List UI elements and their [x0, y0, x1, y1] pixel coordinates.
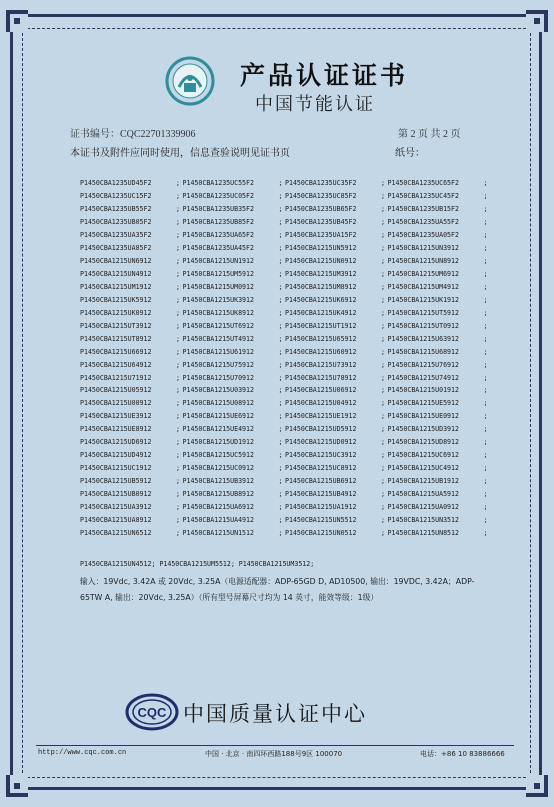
cqc-logo-icon	[125, 692, 179, 732]
model-cell: P1450CBA1215UN3912	[387, 244, 459, 253]
model-cell: P1450CBA1215U73912	[285, 360, 357, 369]
separator: ;	[176, 308, 180, 317]
model-cell: P1450CBA1215U05912	[80, 386, 152, 395]
model-cell: P1450CBA1235UB65F2	[285, 205, 357, 214]
model-cell: P1450CBA1215UK8912	[182, 308, 254, 317]
separator: ;	[176, 360, 180, 369]
paper-number-label: 纸号：	[395, 148, 425, 159]
table-row	[80, 475, 490, 488]
separator: ;	[278, 295, 283, 304]
separator: ;	[278, 386, 283, 395]
electrical-specs: 输入：19Vdc, 3.42A 或 20Vdc, 3.25A（电源适配器：ADP-65GD D, AD10500, 输出：19VDC, 3.42A；ADP-65TW A, 输出：20Vdc, 3.25A）（所有型号屏幕尺寸均为 14 英寸，能效等级：1级）	[80, 577, 475, 602]
model-cell: P1450CBA1215UE3912	[80, 412, 152, 421]
model-cell: P1450CBA1215UM5912	[182, 270, 254, 279]
separator: ;	[176, 179, 180, 188]
model-cell: P1450CBA1215UB0912	[80, 489, 152, 498]
separator: ;	[176, 270, 180, 279]
separator: ;	[381, 464, 385, 473]
model-cell: P1450CBA1235UC15F2	[80, 192, 152, 201]
separator: ;	[381, 179, 385, 188]
separator: ;	[381, 231, 385, 240]
table-row	[80, 319, 490, 332]
model-cell: P1450CBA1215UA3912	[80, 502, 152, 511]
model-cell: P1450CBA1215UK0912	[80, 308, 152, 317]
table-row	[80, 242, 490, 255]
model-cell: P1450CBA1215UD5912	[285, 425, 357, 434]
model-cell: P1450CBA1235UB15F2	[387, 205, 459, 214]
model-cell: P1450CBA1215UE0912	[387, 412, 459, 421]
table-row	[80, 216, 490, 229]
separator: ;	[381, 192, 385, 201]
separator: ;	[278, 438, 283, 447]
separator: ;	[278, 205, 283, 214]
model-cell: P1450CBA1215UE5912	[387, 399, 459, 408]
footer-address: 中国 · 北京 · 南四环西路188号9区 100070	[205, 750, 343, 758]
separator: ;	[381, 244, 385, 253]
model-cell: P1450CBA1215U63912	[387, 334, 459, 343]
separator: ;	[278, 464, 283, 473]
separator: ;	[483, 373, 488, 382]
model-cell: P1450CBA1215UD6912	[80, 438, 152, 447]
model-cell: P1450CBA1235UB05F2	[80, 218, 152, 227]
separator: ;	[176, 244, 180, 253]
model-cell: P1450CBA1215UE1912	[285, 412, 357, 421]
table-row	[80, 345, 490, 358]
model-cell: P1450CBA1215UC5912	[182, 451, 254, 460]
separator: ;	[381, 373, 385, 382]
model-cell: P1450CBA1215UD4912	[80, 451, 152, 460]
separator: ;	[483, 489, 488, 498]
separator: ;	[483, 399, 488, 408]
separator: ;	[483, 502, 488, 511]
separator: ;	[176, 373, 180, 382]
model-cell: P1450CBA1235UA15F2	[285, 231, 357, 240]
model-cell: P1450CBA1215U01912	[387, 386, 459, 395]
separator: ;	[483, 412, 488, 421]
model-cell: P1450CBA1215U74912	[387, 373, 459, 382]
footer-divider	[36, 745, 514, 746]
model-cell: P1450CBA1215U76912	[387, 360, 459, 369]
model-cell: P1450CBA1215UE4912	[182, 425, 254, 434]
model-cell: P1450CBA1215U71912	[80, 373, 152, 382]
model-cell: P1450CBA1215U66912	[80, 347, 152, 356]
model-cell: P1450CBA1235UC35F2	[285, 179, 357, 188]
page-indicator: 第 2 页 共 2 页	[398, 129, 461, 140]
model-cell: P1450CBA1215UB4912	[285, 489, 357, 498]
separator: ;	[483, 295, 488, 304]
separator: ;	[176, 438, 180, 447]
model-cell: P1450CBA1215UC6912	[387, 451, 459, 460]
certificate-title: 产品认证证书	[240, 61, 409, 90]
separator: ;	[278, 334, 283, 343]
model-cell: P1450CBA1215UM0912	[182, 282, 254, 291]
separator: ;	[278, 321, 283, 330]
model-cell: P1450CBA1215UT4912	[182, 334, 254, 343]
separator: ;	[176, 257, 180, 266]
separator: ;	[176, 425, 180, 434]
separator: ;	[176, 515, 180, 524]
table-row	[80, 423, 490, 436]
separator: ;	[381, 218, 385, 227]
model-cell: P1450CBA1215UN5912	[285, 244, 357, 253]
model-cell: P1450CBA1215U60912	[285, 347, 357, 356]
model-cell: P1450CBA1215U70912	[182, 373, 254, 382]
separator: ;	[483, 257, 488, 266]
separator: ;	[278, 399, 283, 408]
model-cell: P1450CBA1215UC3912	[285, 451, 357, 460]
usage-notice: 本证书及附件应同时使用，信息查验说明见证书页	[70, 148, 290, 159]
cqc-logo-text: CQC	[137, 705, 167, 720]
separator: ;	[381, 334, 385, 343]
separator: ;	[176, 464, 180, 473]
separator: ;	[381, 412, 385, 421]
model-cell: P1450CBA1215U61912	[182, 347, 254, 356]
separator: ;	[278, 502, 283, 511]
model-cell: P1450CBA1215UD1912	[182, 438, 254, 447]
model-cell: P1450CBA1215UK3912	[182, 295, 254, 304]
model-cell: P1450CBA1215UK4912	[285, 308, 357, 317]
separator: ;	[381, 321, 385, 330]
model-cell: P1450CBA1215UB5912	[80, 477, 152, 486]
separator: ;	[483, 438, 488, 447]
separator: ;	[176, 205, 180, 214]
table-row	[80, 281, 490, 294]
model-cell: P1450CBA1215UK5912	[80, 295, 152, 304]
separator: ;	[381, 295, 385, 304]
table-row	[80, 500, 490, 513]
model-cell: P1450CBA1215UN0912	[285, 257, 357, 266]
corner-ornament	[526, 10, 548, 32]
separator: ;	[483, 386, 488, 395]
separator: ;	[381, 477, 385, 486]
separator: ;	[278, 179, 283, 188]
separator: ;	[176, 528, 180, 537]
separator: ;	[381, 425, 385, 434]
model-cell: P1450CBA1215UA8912	[80, 515, 152, 524]
model-cell: P1450CBA1235UC85F2	[285, 192, 357, 201]
model-cell: P1450CBA1215UB1912	[387, 477, 459, 486]
model-cell: P1450CBA1215U75912	[182, 360, 254, 369]
separator: ;	[483, 270, 488, 279]
table-row	[80, 190, 490, 203]
model-cell: P1450CBA1215UE6912	[182, 412, 254, 421]
model-cell: P1450CBA1215UM4912	[387, 282, 459, 291]
separator: ;	[483, 477, 488, 486]
model-cell: P1450CBA1215UK6912	[285, 295, 357, 304]
model-cell: P1450CBA1235UC65F2	[387, 179, 459, 188]
separator: ;	[483, 321, 488, 330]
model-cell: P1450CBA1215UE8912	[80, 425, 152, 434]
separator: ;	[176, 347, 180, 356]
separator: ;	[278, 308, 283, 317]
separator: ;	[278, 347, 283, 356]
model-cell: P1450CBA1215UN6912	[80, 257, 152, 266]
separator: ;	[483, 308, 488, 317]
model-cell: P1450CBA1235UB45F2	[285, 218, 357, 227]
table-row	[80, 410, 490, 423]
separator: ;	[483, 464, 488, 473]
model-cell: P1450CBA1215UN5512	[285, 515, 357, 524]
model-cell: P1450CBA1235UB55F2	[80, 205, 152, 214]
separator: ;	[381, 515, 385, 524]
separator: ;	[176, 386, 180, 395]
separator: ;	[176, 477, 180, 486]
corner-ornament	[6, 775, 28, 797]
separator: ;	[381, 438, 385, 447]
separator: ;	[278, 360, 283, 369]
separator: ;	[176, 231, 180, 240]
model-cell: P1450CBA1215UB3912	[182, 477, 254, 486]
table-row	[80, 462, 490, 475]
model-cell: P1450CBA1235UD45F2	[80, 179, 152, 188]
model-cell: P1450CBA1215U68912	[387, 347, 459, 356]
separator: ;	[176, 489, 180, 498]
model-cell: P1450CBA1215UD0912	[285, 438, 357, 447]
separator: ;	[278, 489, 283, 498]
separator: ;	[483, 205, 488, 214]
model-cell: P1450CBA1215UN1512	[182, 528, 254, 537]
model-cell: P1450CBA1215UB6912	[285, 477, 357, 486]
table-row	[80, 268, 490, 281]
model-cell: P1450CBA1235UB35F2	[182, 205, 254, 214]
model-cell: P1450CBA1235UC45F2	[387, 192, 459, 201]
separator: ;	[483, 282, 488, 291]
table-row	[80, 449, 490, 462]
model-cell: P1450CBA1215UT3912	[80, 321, 152, 330]
table-row	[80, 526, 490, 539]
issuer-name: 中国质量认证中心	[183, 702, 367, 726]
separator: ;	[176, 321, 180, 330]
separator: ;	[278, 218, 283, 227]
model-cell: P1450CBA1215UT8912	[80, 334, 152, 343]
separator: ;	[278, 257, 283, 266]
model-list-last-line: P1450CBA1215UN4512; P1450CBA1215UM5512; P1450CBA1215UM3512;	[80, 560, 315, 568]
model-cell: P1450CBA1235UA35F2	[80, 231, 152, 240]
separator: ;	[278, 244, 283, 253]
table-row	[80, 229, 490, 242]
separator: ;	[483, 244, 488, 253]
separator: ;	[483, 231, 488, 240]
model-cell: P1450CBA1235UA85F2	[80, 244, 152, 253]
model-cell: P1450CBA1215UD8912	[387, 438, 459, 447]
separator: ;	[483, 515, 488, 524]
separator: ;	[483, 218, 488, 227]
separator: ;	[381, 451, 385, 460]
model-cell: P1450CBA1215UM1912	[80, 282, 152, 291]
model-cell: P1450CBA1215UN8912	[387, 257, 459, 266]
separator: ;	[278, 270, 283, 279]
separator: ;	[381, 489, 385, 498]
separator: ;	[278, 528, 283, 537]
model-cell: P1450CBA1215UN4912	[80, 270, 152, 279]
separator: ;	[381, 528, 385, 537]
model-cell: P1450CBA1235UA05F2	[387, 231, 459, 240]
footer-phone: 电话：+86 10 83886666	[420, 750, 505, 758]
separator: ;	[176, 399, 180, 408]
model-cell: P1450CBA1215UC1912	[80, 464, 152, 473]
table-row	[80, 203, 490, 216]
certificate-subtitle: 中国节能认证	[255, 94, 375, 115]
separator: ;	[483, 425, 488, 434]
separator: ;	[278, 477, 283, 486]
separator: ;	[483, 360, 488, 369]
model-cell: P1450CBA1215U65912	[285, 334, 357, 343]
separator: ;	[278, 425, 283, 434]
table-row	[80, 255, 490, 268]
model-cell: P1450CBA1215UC8912	[285, 464, 357, 473]
table-row	[80, 332, 490, 345]
separator: ;	[278, 282, 283, 291]
model-cell: P1450CBA1215U04912	[285, 399, 357, 408]
separator: ;	[176, 502, 180, 511]
separator: ;	[381, 308, 385, 317]
separator: ;	[278, 451, 283, 460]
separator: ;	[381, 502, 385, 511]
table-row	[80, 371, 490, 384]
model-cell: P1450CBA1215UA1912	[285, 502, 357, 511]
corner-ornament	[6, 10, 28, 32]
separator: ;	[381, 360, 385, 369]
table-row	[80, 177, 490, 190]
model-cell: P1450CBA1215U06912	[285, 386, 357, 395]
separator: ;	[381, 399, 385, 408]
model-cell: P1450CBA1215UN3512	[387, 515, 459, 524]
model-cell: P1450CBA1235UA65F2	[182, 231, 254, 240]
table-row	[80, 358, 490, 371]
separator: ;	[483, 347, 488, 356]
model-cell: P1450CBA1235UC55F2	[182, 179, 254, 188]
model-cell: P1450CBA1215UT1912	[285, 321, 357, 330]
model-cell: P1450CBA1215UN8512	[387, 528, 459, 537]
model-cell: P1450CBA1215UC0912	[182, 464, 254, 473]
model-cell: P1450CBA1235UA55F2	[387, 218, 459, 227]
model-cell: P1450CBA1215UD3912	[387, 425, 459, 434]
separator: ;	[176, 282, 180, 291]
model-cell: P1450CBA1215UT6912	[182, 321, 254, 330]
corner-ornament	[526, 775, 548, 797]
model-cell: P1450CBA1215UA6912	[182, 502, 254, 511]
model-cell: P1450CBA1215U03912	[182, 386, 254, 395]
model-cell: P1450CBA1215UA5912	[387, 489, 459, 498]
separator: ;	[176, 218, 180, 227]
separator: ;	[278, 373, 283, 382]
separator: ;	[381, 386, 385, 395]
separator: ;	[176, 295, 180, 304]
table-row	[80, 397, 490, 410]
table-row	[80, 436, 490, 449]
model-cell: P1450CBA1215UM8912	[285, 282, 357, 291]
model-cell: P1450CBA1215U64912	[80, 360, 152, 369]
separator: ;	[483, 528, 488, 537]
separator: ;	[381, 257, 385, 266]
model-cell: P1450CBA1215UA0912	[387, 502, 459, 511]
separator: ;	[176, 192, 180, 201]
model-cell: P1450CBA1215UT0912	[387, 321, 459, 330]
separator: ;	[278, 231, 283, 240]
separator: ;	[381, 205, 385, 214]
model-cell: P1450CBA1215U00912	[80, 399, 152, 408]
model-cell: P1450CBA1215UA4912	[182, 515, 254, 524]
model-cell: P1450CBA1215UN0512	[285, 528, 357, 537]
separator: ;	[278, 192, 283, 201]
model-cell: P1450CBA1235UC05F2	[182, 192, 254, 201]
table-row	[80, 513, 490, 526]
separator: ;	[176, 451, 180, 460]
model-cell: P1450CBA1215UM3912	[285, 270, 357, 279]
table-row	[80, 384, 490, 397]
separator: ;	[483, 179, 488, 188]
model-cell: P1450CBA1215UM6912	[387, 270, 459, 279]
separator: ;	[278, 515, 283, 524]
model-cell: P1450CBA1215U08912	[182, 399, 254, 408]
separator: ;	[483, 451, 488, 460]
table-row	[80, 306, 490, 319]
footer-url-link[interactable]: http://www.cqc.com.cn	[38, 749, 127, 757]
energy-saving-emblem-icon	[165, 56, 215, 106]
model-cell: P1450CBA1215UC4912	[387, 464, 459, 473]
model-cell: P1450CBA1235UB85F2	[182, 218, 254, 227]
table-row	[80, 488, 490, 501]
model-cell: P1450CBA1215U78912	[285, 373, 357, 382]
separator: ;	[381, 347, 385, 356]
separator: ;	[381, 282, 385, 291]
model-cell: P1450CBA1215UN6512	[80, 528, 152, 537]
separator: ;	[176, 412, 180, 421]
model-cell: P1450CBA1215UN1912	[182, 257, 254, 266]
table-row	[80, 293, 490, 306]
model-cell: P1450CBA1235UA45F2	[182, 244, 254, 253]
model-cell: P1450CBA1215UK1912	[387, 295, 459, 304]
model-table	[80, 177, 490, 539]
model-cell: P1450CBA1215UT5912	[387, 308, 459, 317]
separator: ;	[483, 192, 488, 201]
separator: ;	[278, 412, 283, 421]
certificate-number: 证书编号：CQC22701339906	[70, 129, 196, 140]
model-list	[80, 177, 490, 539]
model-cell: P1450CBA1215UB8912	[182, 489, 254, 498]
separator: ;	[176, 334, 180, 343]
separator: ;	[483, 334, 488, 343]
separator: ;	[381, 270, 385, 279]
